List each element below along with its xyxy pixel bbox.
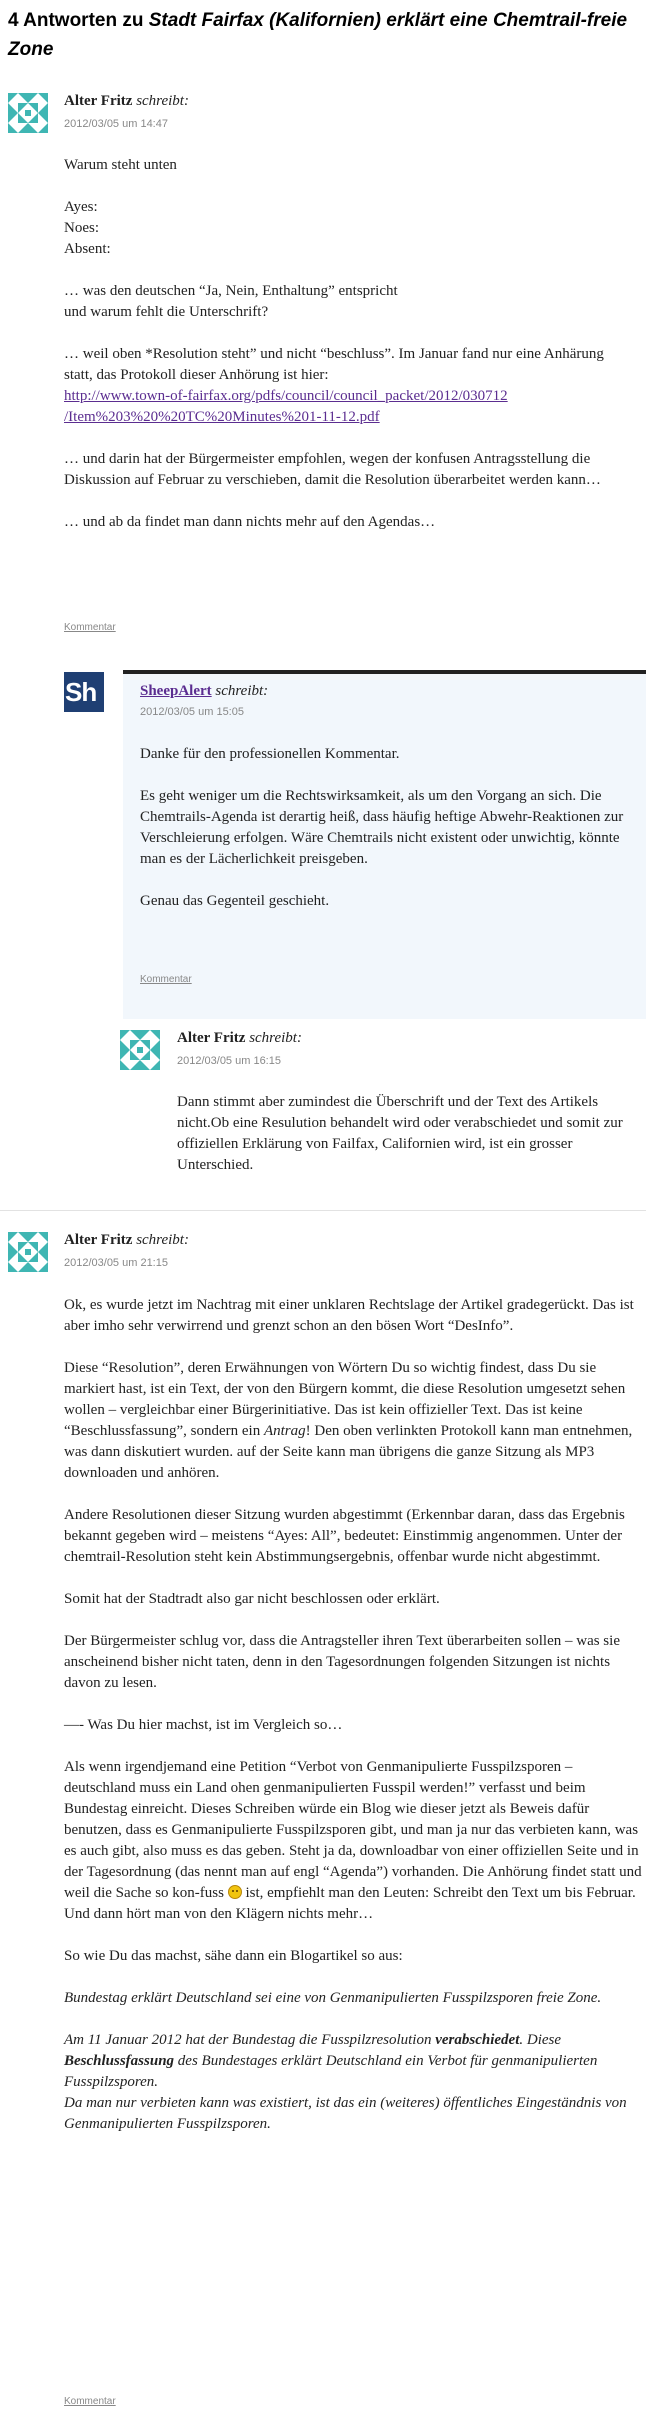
avatar [8,93,48,133]
sheep-avatar-icon: Sh [64,672,104,712]
comment-text: Als wenn irgendjemand eine Petition “Verbot von Genmanipulierte Fusspilzsporen – deutschland muss ein Land ohen genmanipulierten Fusspil werden!” verfasst und beim Bundestag einreicht. Dieses Schreiben würde ein Blog wie dieser jetzt als Beweis dafür benutzen, dass es Genmanipulierte Fusspilzsporen gibt, und man ja nur das verbieten kann, was es auch gibt, also muss es das geben. Steht ja da, downloadbar von einer offiziellen Seite und in der Tagesordnung (das nennt man auf engl “Agenda”) vorhanden. Die Anhörung findet statt und weil die Sache so kon-fuss [64,1759,642,1901]
author-name: Alter Fritz [64,1232,133,1248]
comment-text: Am 11 Januar 2012 hat der Bundestag die Fusspilzresolution [64,2032,432,2048]
comment-body [64,155,634,533]
comment-paragraph: … und darin hat der Bürgermeister empfohlen, wegen der konfusen Antragsstellung die Diskussion auf Februar zu verschieben, damit die Resolution überarbeitet werden kann… [64,451,601,488]
comment-text: des Bundestages erklärt Deutschland ein Verbot für genmanipulierten Fusspilzsporen. [64,2053,598,2090]
comment-author [177,1030,302,1047]
bold-text: Beschlussfassung [64,2053,175,2069]
comment-body [140,744,630,912]
comment-paragraph: Ok, es wurde jetzt im Nachtrag mit einer unklaren Rechtslage der Artikel gradegerückt. Das ist aber imho sehr verwirrend und grenzt schon an den bösen Wort “DesInfo”. [64,1297,634,1334]
reply-link[interactable]: Kommentar [140,974,192,985]
comment-line: Noes: [64,220,99,236]
post-title: Stadt Fairfax (Kalifornien) erklärt eine Chemtrail-freie Zone [8,10,628,60]
reply-link[interactable]: Kommentar [64,622,116,633]
comment-paragraph: … und ab da findet man dann nichts mehr auf den Agendas… [64,514,436,530]
comment-line: und warum fehlt die Unterschrift? [64,304,269,320]
protocol-link[interactable] [64,388,508,425]
reply-link[interactable]: Kommentar [64,2396,116,2407]
comment-author [140,683,268,700]
comment-paragraph: Danke für den professionellen Kommentar. [140,746,400,762]
comment-body [177,1092,625,1176]
smiley-emoji-icon [228,1885,242,1899]
comment-paragraph [64,197,634,260]
comment-paragraph [64,1358,642,1484]
comment-paragraph: Genau das Gegenteil geschieht. [140,893,330,909]
comments-count: 4 Antworten zu [8,10,149,31]
comment-line: Absent: [64,241,111,257]
comment-paragraph: Andere Resolutionen dieser Sitzung wurden abgestimmt (Erkennbar daran, dass das Ergebnis bekannt gegeben wird – meistens “Ayes: All”, bedeutet: Einstimmig angenommen. Unter der chemtrail-Resolution steht kein Abstimmungsergebnis, offenbar wurde nicht abgestimmt. [64,1507,625,1565]
comment-text: Diese “Resolution”, deren Erwähnungen von Wörtern Du so wichtig findest, dass Du sie markiert hast, ist ein Text, der von den Bürgern kommt, die diese Resolution umgesetzt sehen wollen – vergleichbar einer Bürgerinitiative. Das ist kein offizieller Text. Das ist keine “Beschlussfassung”, sondern ein [64,1360,626,1439]
author-link[interactable]: SheepAlert [140,683,212,699]
comment-paragraph [64,344,634,428]
comment-text: . Diese [519,2032,562,2048]
comment-paragraph [64,281,634,323]
comment-date[interactable]: 2012/03/05 um 21:15 [64,1257,168,1269]
comment-paragraph: So wie Du das machst, sähe dann ein Blogartikel so aus: [64,1948,403,1964]
comment-date[interactable]: 2012/03/05 um 15:05 [140,706,244,718]
says-label: schreibt: [136,93,189,109]
comment-paragraph: Der Bürgermeister schlug vor, dass die Antragsteller ihren Text überarbeiten sollen – was sie anscheinend bisher nicht taten, denn in den Tagesordnungen folgenden Sitzungen ist nichts davon zu lesen. [64,1633,620,1691]
comment-text: ! Den oben verlinkten Protokoll kann man entnehmen, was dann diskutiert wurden. auf der Seite kann man übrigens die ganze Sitzung als MP3 downloaden und anhören. [64,1423,633,1481]
avatar [8,1232,48,1272]
author-name: Alter Fritz [64,93,133,109]
author-name: Alter Fritz [177,1030,246,1046]
says-label: schreibt: [249,1030,302,1046]
comment-date[interactable]: 2012/03/05 um 14:47 [64,118,168,130]
comment-paragraph [64,1757,642,1925]
comment-author [64,93,189,110]
comment-line: Ayes: [64,199,98,215]
comment-paragraph [64,2030,642,2135]
comment-author [64,1232,189,1249]
comment-text: Da man nur verbieten kann was existiert, ist das ein (weiteres) öffentliches Eingeständnis von Genmanipulierten Fusspilzsporen. [64,2095,627,2132]
avatar [120,1030,160,1070]
comment-text: ist, empfiehlt man den Leuten: Schreibt den Text um bis Februar. Und dann hört man von den Klägern nichts mehr… [64,1885,636,1922]
bold-text: verabschiedet [435,2032,520,2048]
comment-paragraph: Dann stimmt aber zumindest die Überschrift und der Text des Artikels nicht.Ob eine Resulution behandelt wird oder verabschiedet und somit zur offiziellen Erklärung von Failfax, Californien wird, ist ein grosser Unterschied. [177,1094,623,1173]
says-label: schreibt: [215,683,269,699]
link-line: http://www.town-of-fairfax.org/pdfs/council/council_packet/2012/030712 [64,388,508,404]
emphasis-text: Antrag [263,1423,306,1439]
identicon-avatar-icon [120,1030,160,1070]
comment-divider [0,1210,646,1211]
comment-paragraph: Warum steht unten [64,157,177,173]
identicon-avatar-icon [8,93,48,133]
comment-paragraph: Somit hat der Stadtradt also gar nicht beschlossen oder erklärt. [64,1591,440,1607]
says-label: schreibt: [136,1232,189,1248]
link-line: /Item%203%20%20TC%20Minutes%201-11-12.pdf [64,409,380,425]
comment-line: … was den deutschen “Ja, Nein, Enthaltung” entspricht [64,283,398,299]
comment-paragraph: —- Was Du hier machst, ist im Vergleich so… [64,1717,343,1733]
comments-heading [8,6,628,64]
comment-date[interactable]: 2012/03/05 um 16:15 [177,1055,281,1067]
comment-line: … weil oben *Resolution steht” und nicht “beschluss”. Im Januar fand nur eine Anhärung statt, das Protokoll dieser Anhörung ist hier: [64,346,604,383]
identicon-avatar-icon [8,1232,48,1272]
comment-paragraph: Bundestag erklärt Deutschland sei eine von Genmanipulierten Fusspilzsporen freie Zone. [64,1990,602,2006]
comment-body [64,1295,642,2135]
comment-paragraph: Es geht weniger um die Rechtswirksamkeit, als um den Vorgang an sich. Die Chemtrails-Agenda ist derartig heiß, dass häufig heftige Abwehr-Reaktionen zur Verschleierung erfolgen. Wäre Chemtrails nicht existent oder unwichtig, könnte man es der Lächerlichkeit preisgeben. [140,788,624,867]
